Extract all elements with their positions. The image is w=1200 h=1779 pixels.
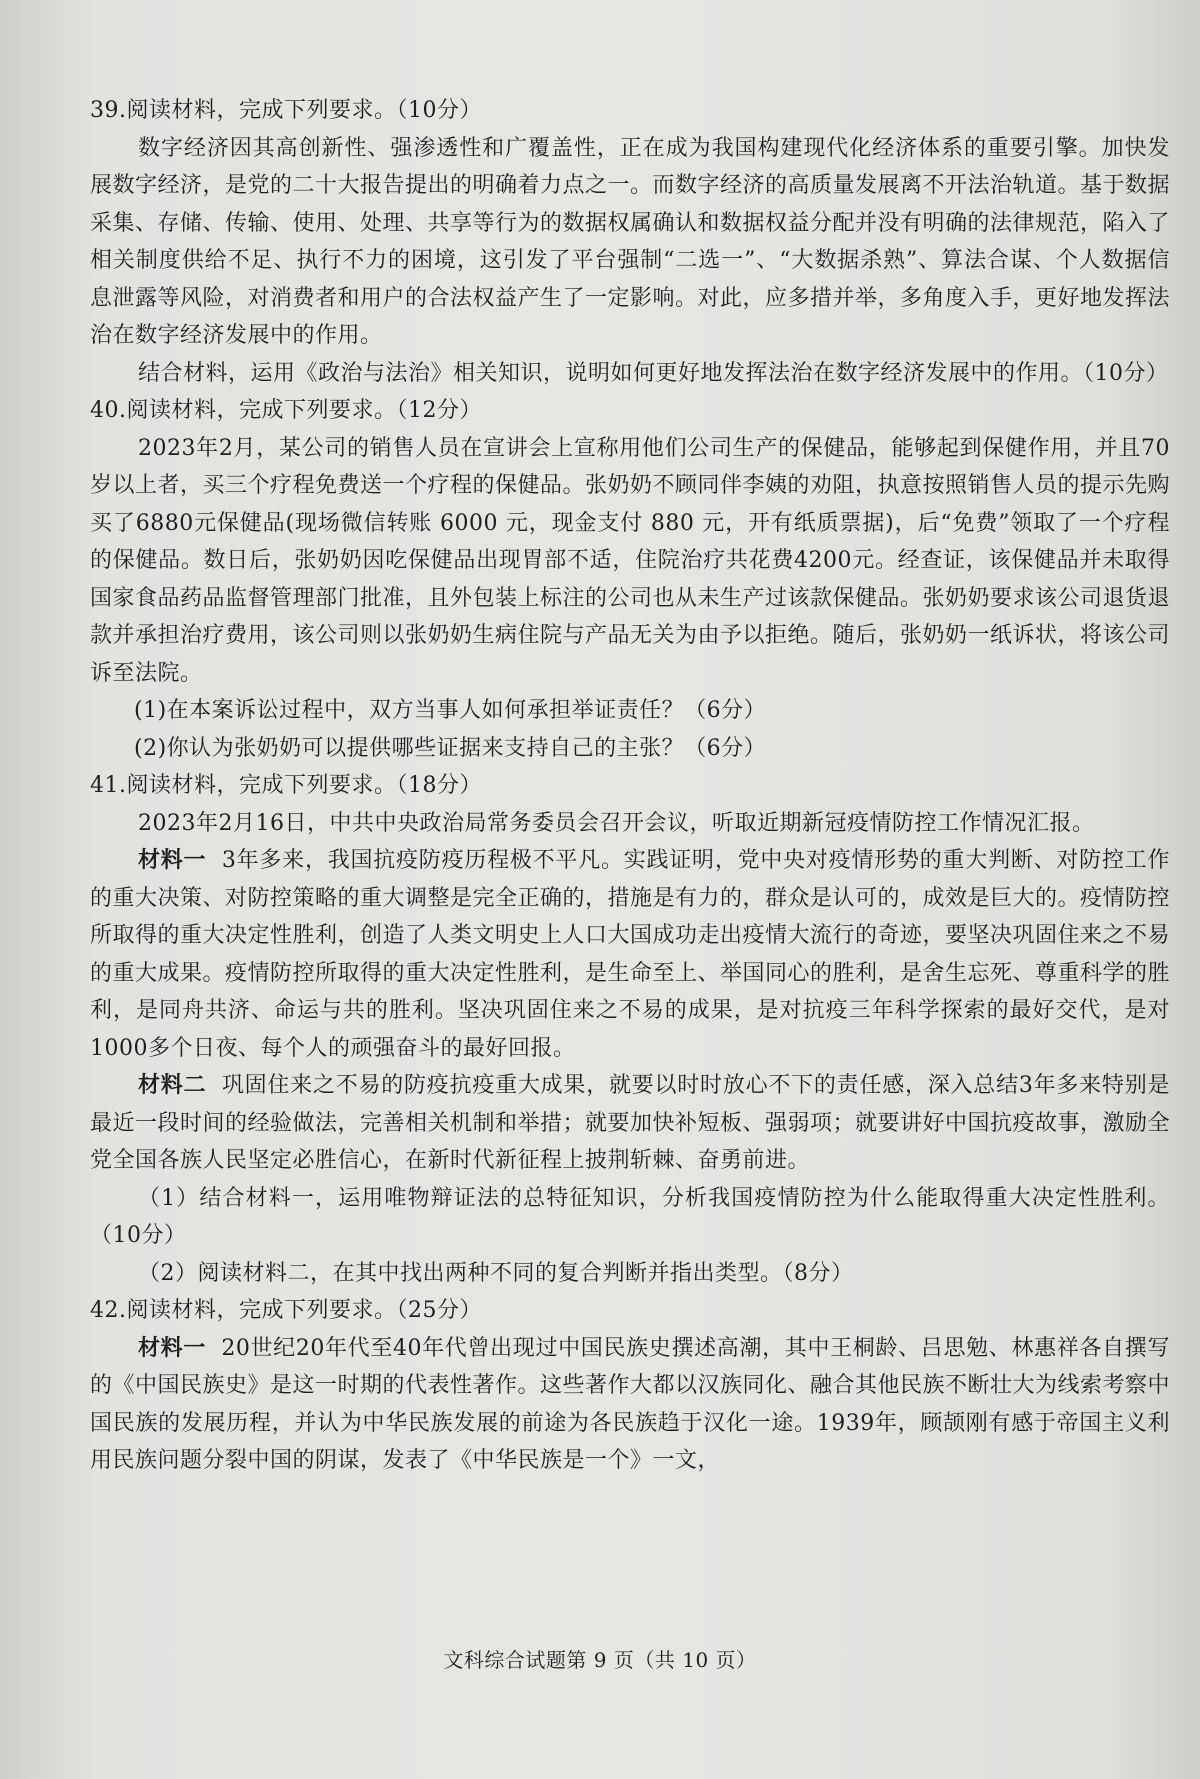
material-text: 20世纪20年代至40年代曾出现过中国民族史撰述高潮，其中王桐龄、吕思勉、林惠祥各自撰写的《中国民族史》是这一时期的代表性著作。这些著作大都以汉族同化、融合其他民族不断壮大为线索考察中国民族的发展历程，并认为中华民族发展的前途为各民族趋于汉化一途。1939年，顾颉刚有感于帝国主义利用民族问题分裂中国的阴谋，发表了《中华民族是一个》一文， <box>90 1335 1171 1473</box>
question-41-material-2 <box>90 1067 1170 1180</box>
question-41-material-1 <box>90 842 1170 1067</box>
question-41-sub-1: （1）结合材料一，运用唯物辩证法的总特征知识，分析我国疫情防控为什么能取得重大决定性胜利。（10分） <box>90 1185 1170 1248</box>
material-text: 3年多来，我国抗疫防疫历程极不平凡。实践证明，党中央对疫情形势的重大判断、对防控工作的重大决策、对防控策略的重大调整是完全正确的，措施是有力的，群众是认可的，成效是巨大的。疫情防控所取得的重大决定性胜利，创造了人类文明史上人口大国成功走出疫情大流行的奇迹，要坚决巩固住来之不易的重大成果。疫情防控所取得的重大决定性胜利，是生命至上、举国同心的胜利，是舍生忘死、尊重科学的胜利，是同舟共济、命运与共的胜利。坚决巩固住来之不易的成果，是对抗疫三年科学探索的最好交代，是对1000多个日夜、每个人的顽强奋斗的最好回报。 <box>90 848 1171 1061</box>
material-label: 材料一 <box>138 847 207 873</box>
question-39-title: 39.阅读材料，完成下列要求。（10分） <box>90 98 482 123</box>
material-text: 巩固住来之不易的防疫抗疫重大成果，就要以时时放心不下的责任感，深入总结3年多来特别是最近一段时间的经验做法，完善相关机制和举措；就要加快补短板、强弱项；就要讲好中国抗疫故事，激励全党全国各族人民坚定必胜信心，在新时代新征程上披荆斩棘、奋勇前进。 <box>90 1073 1171 1173</box>
question-42-title: 42.阅读材料，完成下列要求。（25分） <box>90 1298 482 1323</box>
question-41-sub-2: （2）阅读材料二，在其中找出两种不同的复合判断并指出类型。（8分） <box>138 1260 854 1286</box>
question-41-intro: 2023年2月16日，中共中央政治局常务委员会召开会议，听取近期新冠疫情防控工作情况汇报。 <box>138 810 1095 836</box>
question-42-material-1 <box>90 1330 1170 1480</box>
question-40-material: 2023年2月，某公司的销售人员在宣讲会上宣称用他们公司生产的保健品，能够起到保健作用，并且70岁以上者，买三个疗程免费送一个疗程的保健品。张奶奶不顾同伴李姨的劝阻，执意按照销售人员的提示先购买了6880元保健品(现场微信转账 6000 元，现金支付 880 元，开有纸质票据)，后“免费”领取了一个疗程的保健品。数日后，张奶奶因吃保健品出现胃部不适，住院治疗共花费4200元。经查证，该保健品并未取得国家食品药品监督管理部门批准，且外包装上标注的公司也从未生产过该款保健品。张奶奶要求该公司退货退款并承担治疗费用，该公司则以张奶奶生病住院与产品无关为由予以拒绝。随后，张奶奶一纸诉状，将该公司诉至法院。 <box>90 435 1171 686</box>
question-40-sub-2: (2)你认为张奶奶可以提供哪些证据来支持自己的主张？（6分） <box>134 735 767 761</box>
question-40-sub-1: (1)在本案诉讼过程中，双方当事人如何承担举证责任？（6分） <box>134 698 767 723</box>
question-39-material: 数字经济因其高创新性、强渗透性和广覆盖性，正在成为我国构建现代化经济体系的重要引擎。加快发展数字经济，是党的二十大报告提出的明确着力点之一。而数字经济的高质量发展离不开法治轨道。基于数据采集、存储、传输、使用、处理、共享等行为的数据权属确认和数据权益分配并没有明确的法律规范，陷入了相关制度供给不足、执行不力的困境，这引发了平台强制“二选一”、“大数据杀熟”、算法合谋、个人数据信息泄露等风险，对消费者和用户的合法权益产生了一定影响。对此，应多措并举，多角度入手，更好地发挥法治在数字经济发展中的作用。 <box>90 135 1171 348</box>
question-40-title: 40.阅读材料，完成下列要求。（12分） <box>90 398 482 423</box>
question-39-prompt: 结合材料，运用《政治与法治》相关知识，说明如何更好地发挥法治在数字经济发展中的作用。（10分） <box>138 360 1169 386</box>
material-label: 材料一 <box>138 1334 206 1361</box>
question-41-title: 41.阅读材料，完成下列要求。（18分） <box>90 773 482 798</box>
material-label: 材料二 <box>138 1072 207 1098</box>
page-footer: 文科综合试题第 9 页（共 10 页） <box>443 1648 757 1672</box>
